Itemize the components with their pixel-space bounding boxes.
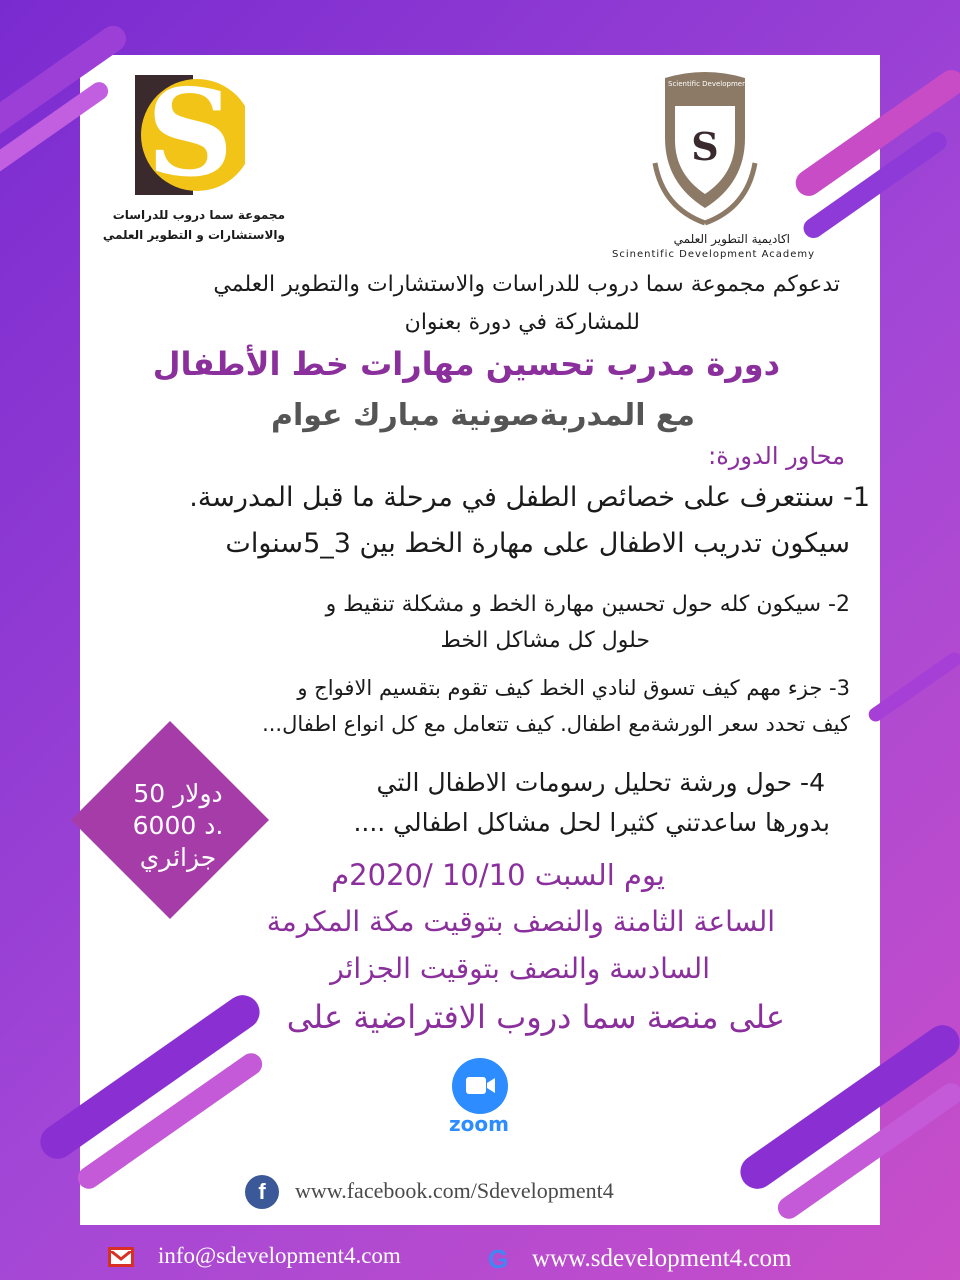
footer-email[interactable]: info@sdevelopment4.com xyxy=(158,1243,401,1268)
zoom-label: zoom xyxy=(449,1112,509,1136)
price-text xyxy=(118,778,238,874)
platform-text: على منصة سما دروب الافتراضية على xyxy=(286,998,785,1036)
sama-droub-logo xyxy=(135,75,245,195)
facebook-url[interactable]: www.facebook.com/Sdevelopment4 xyxy=(295,1178,614,1203)
academy-badge-logo xyxy=(645,68,765,228)
price-dzd: 6000 د. xyxy=(132,811,224,840)
axis-3-line-1: 3- جزء مهم كيف تسوق لنادي الخط كيف تقوم بتقسيم الافواج و xyxy=(297,676,850,700)
time-algeria: السادسة والنصف بتوقيت الجزائر xyxy=(330,952,710,985)
left-org-name-line2: والاستشارات و التطوير العلمي xyxy=(102,228,285,242)
price-currency: جزائري xyxy=(139,843,217,872)
left-org-name-line1: مجموعة سما دروب للدراسات xyxy=(112,208,285,222)
academy-badge-text: Scientific Development Academy xyxy=(668,80,785,88)
time-mecca: الساعة الثامنة والنصف بتوقيت مكة المكرمة xyxy=(266,905,775,938)
svg-text:S: S xyxy=(146,75,234,195)
axis-1-line-1: 1- سنتعرف على خصائص الطفل في مرحلة ما قبل المدرسة. xyxy=(189,482,870,513)
axis-2-line-1: 2- سيكون كله حول تحسين مهارة الخط و مشكلة تنقيط و xyxy=(325,592,850,617)
course-date: يوم السبت 10/10 /2020م xyxy=(331,858,665,892)
google-icon: G xyxy=(488,1244,509,1274)
academy-name-english: Scinentific Development Academy xyxy=(612,249,816,260)
gmail-icon xyxy=(108,1247,134,1267)
footer-website[interactable]: www.sdevelopment4.com xyxy=(532,1245,792,1272)
axis-4-line-2: بدورها ساعدتني كثيرا لحل مشاكل اطفالي .... xyxy=(353,808,830,837)
video-camera-icon xyxy=(452,1058,508,1114)
axis-3-line-2: كيف تحدد سعر الورشةمع اطفال. كيف تتعامل مع كل انواع اطفال... xyxy=(262,712,850,736)
intro-line-1: تدعوكم مجموعة سما دروب للدراسات والاستشارات والتطوير العلمي xyxy=(213,272,840,297)
s-letter-logo-icon xyxy=(135,75,245,195)
intro-line-2: للمشاركة في دورة بعنوان xyxy=(404,310,640,335)
academy-shield-icon xyxy=(645,68,765,228)
zoom-logo[interactable] xyxy=(452,1058,508,1114)
footer-bar xyxy=(0,1225,960,1280)
axes-heading: محاور الدورة: xyxy=(708,442,845,470)
axis-2-line-2: حلول كل مشاكل الخط xyxy=(440,628,650,653)
trainer-name: مع المدربةصونية مبارك عوام xyxy=(270,398,695,433)
price-usd: 50 دولار xyxy=(133,779,223,808)
axis-4-line-1: 4- حول ورشة تحليل رسومات الاطفال التي xyxy=(376,768,825,797)
course-title: دورة مدرب تحسين مهارات خط الأطفال xyxy=(152,345,780,383)
facebook-icon[interactable]: f xyxy=(245,1175,279,1209)
academy-name-arabic: اكاديمية التطوير العلمي xyxy=(673,232,790,246)
svg-text:S: S xyxy=(691,124,719,169)
axis-1-line-2: سيكون تدريب الاطفال على مهارة الخط بين 3_5سنوات xyxy=(225,528,850,559)
